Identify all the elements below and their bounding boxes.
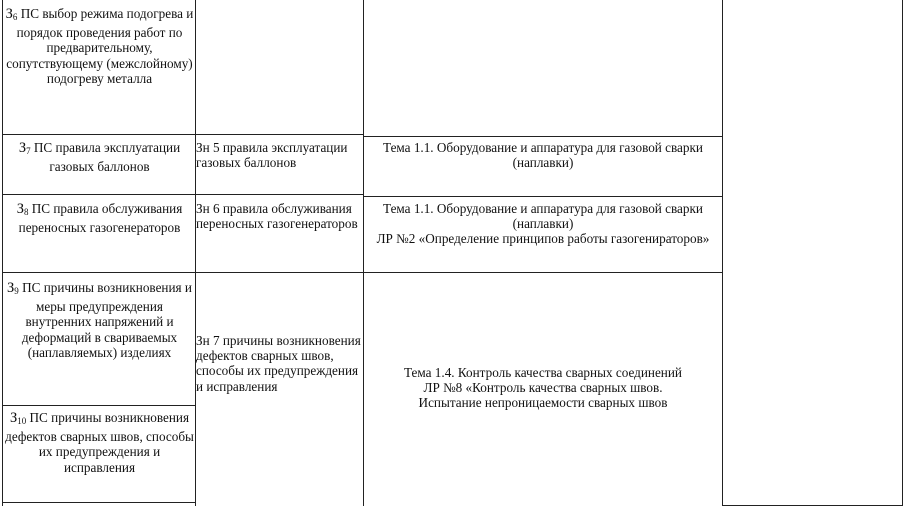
row2-competency-text: ПС правила эксплуатации газовых баллонов bbox=[30, 140, 181, 175]
merged-topic-line: Тема 1.4. Контроль качества сварных соединений bbox=[404, 365, 682, 380]
row3-topic-cell bbox=[364, 201, 722, 247]
row-divider-4 bbox=[2, 405, 195, 406]
row-divider-2 bbox=[2, 194, 363, 195]
row-divider-1 bbox=[2, 134, 363, 135]
row2-knowledge-cell: Зн 5 правила эксплуатации газовых баллонов bbox=[196, 140, 348, 171]
row3-knowledge-cell: Зн 6 правила обслуживания переносных газогенераторов bbox=[196, 201, 358, 232]
row5-competency-cell bbox=[3, 410, 196, 475]
row5-code: $З_{10}$ bbox=[9, 410, 27, 426]
row4-competency-text: ПС причины возникновения и меры предупреждения внутренних напряжений и деформаций в свариваемых (наплавляемых) изделиях bbox=[18, 280, 192, 360]
row1-code: $З_6$ bbox=[5, 6, 18, 22]
row3-lab-line: ЛР №2 «Определение принципов работы газогенираторов» bbox=[376, 231, 710, 247]
row4-competency-cell bbox=[3, 280, 196, 360]
row3-competency-cell bbox=[3, 201, 196, 235]
row1-competency-text: ПС выбор режима подогрева и порядок проведения работ по предварительному, сопутствующему (межслойному) подогреву металла bbox=[6, 6, 194, 86]
merged-topic-cell bbox=[364, 365, 722, 411]
row2-topic-cell bbox=[364, 140, 722, 170]
column-divider-3 bbox=[722, 0, 723, 506]
row-divider-3 bbox=[2, 272, 722, 273]
row-divider-2-col3 bbox=[363, 196, 722, 197]
merged-knowledge-cell: Зн 7 причины возникновения дефектов сварных швов, способы их предупреждения и исправления bbox=[196, 333, 361, 394]
row3-code: $З_8$ bbox=[16, 201, 29, 217]
table-border-bottom-col1 bbox=[2, 502, 195, 503]
merged-lab-line-2: Испытание непроницаемости сварных швов bbox=[418, 395, 668, 411]
row2-competency-cell bbox=[3, 140, 196, 174]
column-divider-2 bbox=[363, 0, 364, 506]
row-divider-1-col3 bbox=[363, 136, 722, 137]
table-border-bottom-right bbox=[722, 505, 902, 506]
table-border-right bbox=[902, 0, 903, 506]
row2-code: $З_7$ bbox=[18, 140, 31, 156]
row1-competency-cell bbox=[3, 6, 196, 86]
row3-topic-line: Тема 1.1. Оборудование и аппаратура для газовой сварки (наплавки) bbox=[383, 201, 703, 232]
merged-lab-line-1: ЛР №8 «Контроль качества сварных швов. bbox=[423, 380, 663, 396]
row4-code: $З_9$ bbox=[7, 280, 19, 296]
row5-competency-text: ПС причины возникновения дефектов сварных швов, способы их предупреждения и исправления bbox=[5, 410, 194, 475]
row3-competency-text: ПС правила обслуживания переносных газогенераторов bbox=[18, 201, 183, 236]
row2-topic-line: Тема 1.1. Оборудование и аппаратура для газовой сварки (наплавки) bbox=[383, 140, 703, 171]
